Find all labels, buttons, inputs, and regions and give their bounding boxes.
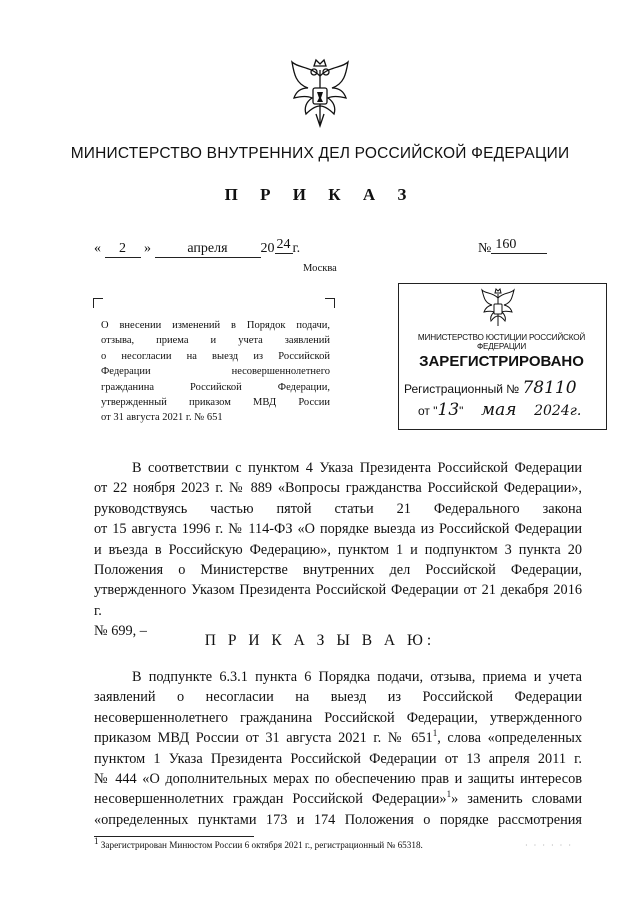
order-line-with-footnote (94, 728, 582, 748)
order-line: несовершеннолетнего гражданина Российской Федерации, утвержденного (94, 709, 582, 726)
order-line-with-footnote (94, 789, 582, 809)
order-line-part: приказом МВД России от 31 августа 2021 г. № 651 (94, 730, 433, 747)
order-number (478, 237, 547, 258)
order-line-part: , слова «определенных (437, 730, 582, 747)
preamble-line: № 699, – (94, 623, 147, 640)
footnote-separator (94, 836, 254, 837)
preamble-line: от 15 августа 1996 г. № 114-ФЗ «О порядке выезда из Российской Федерации (94, 521, 582, 538)
subject-corner-right (325, 298, 335, 308)
order-line: № 444 «О дополнительных мерах по обеспечению прав и защиты интересов (94, 771, 582, 788)
document-subject (101, 318, 330, 426)
stamp-year-suffix: г. (569, 403, 582, 419)
order-line: «определенных пунктами 173 и 174 Положения о порядке рассмотрения (94, 811, 582, 828)
stamp-reg-number: 78110 (522, 378, 577, 398)
scan-smudge: · · · · · · (525, 841, 573, 850)
stamp-status: ЗАРЕГИСТРИРОВАНО (419, 353, 584, 370)
footnote-text: Зарегистрирован Минюстом России 6 октября 2021 г., регистрационный № 65318. (100, 840, 423, 850)
stamp-open-quote: " (433, 404, 438, 418)
date-open-quote: « (94, 241, 101, 256)
footnote (94, 835, 423, 850)
order-line: пунктом 1 Указа Президента Российской Федерации от 13 апреля 2011 г. (94, 750, 582, 767)
stamp-emblem-icon (480, 288, 516, 328)
stamp-year: 2024 (534, 403, 570, 419)
stamp-month: мая (481, 400, 517, 420)
stamp-day: 13 (437, 400, 460, 420)
subject-line: о несогласии на выезд из Российской (101, 350, 330, 362)
preamble-line: утвержденного Указом Президента Российской Федерации от 21 декабря 2016 г. (94, 582, 582, 619)
date-day: 2 (105, 241, 141, 258)
date-year-abbr: г. (292, 241, 301, 256)
order-paragraph (94, 667, 582, 830)
ministry-name: МИНИСТЕРСТВО ВНУТРЕННИХ ДЕЛ РОССИЙСКОЙ ФЕДЕРАЦИИ (70, 145, 570, 162)
subject-line: Федерации несовершеннолетнего (101, 366, 330, 378)
stamp-registration-number (400, 378, 605, 398)
date-month: апреля (155, 241, 261, 258)
stamp-from-label: от (418, 404, 430, 418)
footnote-ref: 1 (446, 789, 452, 800)
preamble-line: и въезда в Российскую Федерацию», пунктом 1 и подпунктом 3 пункта 20 (94, 541, 582, 558)
preamble-line: Положения о Министерстве внутренних дел Российской Федерации, (94, 562, 582, 579)
date-year-prefix: 20 (260, 241, 275, 256)
stamp-organization: МИНИСТЕРСТВО ЮСТИЦИИ РОССИЙСКОЙ ФЕДЕРАЦИИ (417, 333, 586, 351)
footnote-ref: 1 (432, 728, 438, 739)
order-line-part: » заменить словами (451, 791, 582, 808)
subject-line: отзыва, приема и учета заявлений (101, 335, 330, 347)
orders-heading: П Р И К А З Ы В А Ю: (204, 632, 436, 649)
state-emblem-icon (288, 58, 352, 130)
order-number-value: 160 (491, 237, 547, 254)
order-line: В подпункте 6.3.1 пункта 6 Порядка подачи, отзыва, приема и учета (132, 669, 582, 685)
preamble-line: В соответствии с пунктом 4 Указа Президента Российской Федерации (132, 460, 582, 476)
subject-line: гражданина Российской Федерации, (101, 381, 330, 393)
subject-line: от 31 августа 2021 г. № 651 (101, 412, 223, 424)
stamp-reg-label: Регистрационный № (404, 382, 520, 396)
order-number-sign: № (478, 241, 492, 256)
footnote-mark: 1 (94, 835, 99, 846)
preamble-paragraph (94, 458, 582, 642)
date-year-suffix: 24 (276, 237, 291, 252)
city: Москва (303, 263, 337, 274)
stamp-close-quote: " (459, 404, 464, 418)
preamble-line: руководствуясь частью пятой статьи 21 Федерального закона (94, 500, 582, 517)
order-date (94, 237, 301, 258)
order-line-part: несовершеннолетних граждан Российской Федерации» (94, 791, 447, 808)
date-close-quote: » (144, 241, 151, 256)
stamp-registration-date (400, 400, 605, 420)
subject-line: утвержденный приказом МВД России (101, 397, 330, 409)
preamble-line: от 22 ноября 2023 г. № 889 «Вопросы гражданства Российской Федерации», (94, 480, 582, 497)
subject-corner-left (93, 298, 103, 308)
document-type: П Р И К А З (224, 185, 416, 204)
subject-line: О внесении изменений в Порядок подачи, (101, 320, 330, 331)
order-line: заявлений о несогласии на выезд из Российской Федерации (94, 689, 582, 706)
